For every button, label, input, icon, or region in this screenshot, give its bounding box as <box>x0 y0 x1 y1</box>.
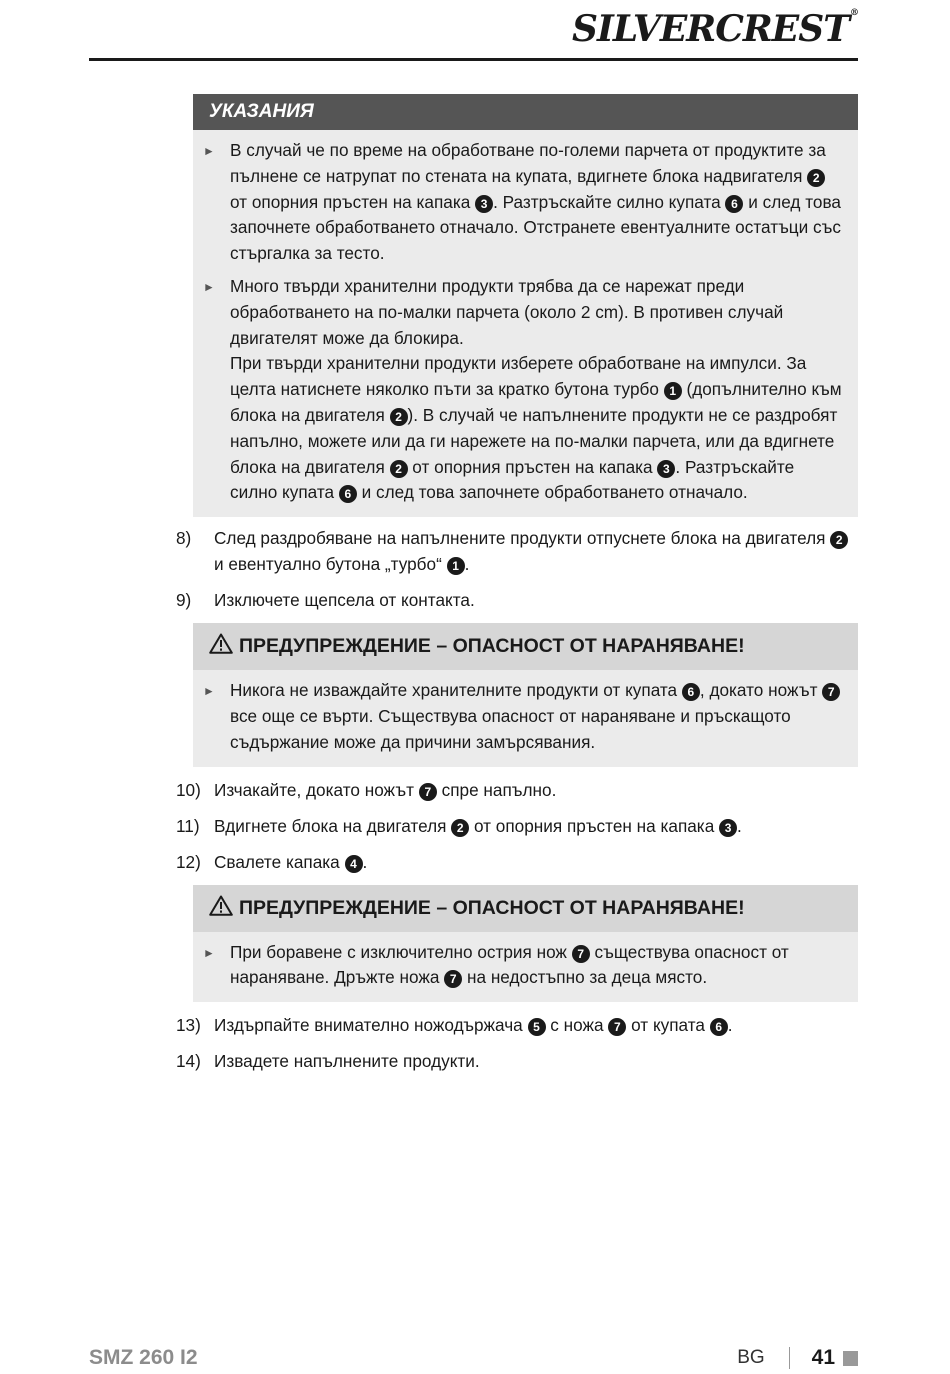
part-number-badge: 1 <box>447 557 465 575</box>
part-number-badge: 2 <box>390 408 408 426</box>
warning-paragraph: Никога не изваждайте хранителните продукти от купата 6 , докато ножът 7 все още се върти. Съществува опасност от нараняване и пръскащото съдържание може да причини замърсявания. <box>230 678 844 755</box>
bullet-arrow-icon: ► <box>203 279 215 294</box>
warning-triangle-icon <box>209 633 233 660</box>
note-text-1 <box>230 138 844 267</box>
note-paragraph: Много твърди хранителни продукти трябва да се нарежат преди обработването на по-малки парчета (около 2 cm). В противен случай двигателят може да блокира. <box>230 275 784 348</box>
warning-box-1 <box>193 623 858 766</box>
bullet-arrow-icon: ► <box>203 144 215 158</box>
step-paragraph: Изключете щепсела от контакта. <box>214 590 475 611</box>
step-13 <box>176 1012 858 1038</box>
footer-divider <box>789 1347 790 1369</box>
step-number: 10) <box>176 779 201 800</box>
note-bullet-1 <box>203 138 844 267</box>
warning-triangle-icon <box>209 895 233 922</box>
step-11 <box>176 813 858 839</box>
warning-paragraph: При боравене с изключително острия нож 7 съществува опасност от нараняване. Дръжте ножа 7 на недостъпно за деца място. <box>230 941 789 988</box>
step-paragraph: Вдигнете блока на двигателя 2 от опорния пръстен на капака 3 . <box>214 815 742 836</box>
part-number-badge: 2 <box>807 169 825 187</box>
page-content <box>176 94 858 1084</box>
step-text <box>214 1048 480 1074</box>
warning-title-2 <box>193 885 858 932</box>
bullet-arrow-icon: ► <box>203 945 215 960</box>
footer-language: BG <box>737 1347 765 1368</box>
warning-body-2 <box>193 932 858 1003</box>
warning-bullet <box>203 940 844 992</box>
steps-group-b <box>176 777 858 875</box>
step-12 <box>176 849 858 875</box>
warning-text <box>230 678 844 755</box>
warning-bullet <box>203 678 844 755</box>
step-14 <box>176 1048 858 1074</box>
step-number: 11) <box>176 815 200 836</box>
step-text <box>214 1012 733 1038</box>
part-number-badge: 3 <box>657 460 675 478</box>
part-number-badge: 5 <box>528 1018 546 1036</box>
part-number-badge: 7 <box>608 1018 626 1036</box>
step-number: 14) <box>176 1051 201 1072</box>
warning-title-text: ПРЕДУПРЕЖДЕНИЕ – ОПАСНОСТ ОТ НАРАНЯВАНЕ! <box>239 635 745 658</box>
part-number-badge: 6 <box>725 195 743 213</box>
steps-group-c <box>176 1012 858 1074</box>
footer-model: SMZ 260 I2 <box>89 1346 198 1369</box>
notes-body <box>193 130 858 517</box>
part-number-badge: 6 <box>339 485 357 503</box>
footer-square-icon <box>843 1351 858 1366</box>
step-text <box>214 525 858 577</box>
step-number: 13) <box>176 1015 201 1036</box>
part-number-badge: 4 <box>345 855 363 873</box>
steps-group-a <box>176 525 858 613</box>
part-number-badge: 2 <box>451 819 469 837</box>
step-text <box>214 777 556 803</box>
step-text <box>214 813 742 839</box>
step-number: 9) <box>176 590 192 611</box>
part-number-badge: 7 <box>822 683 840 701</box>
part-number-badge: 1 <box>664 382 682 400</box>
part-number-badge: 7 <box>444 970 462 988</box>
header-rule <box>89 58 858 61</box>
part-number-badge: 7 <box>419 783 437 801</box>
step-paragraph: Изчакайте, докато ножът 7 спре напълно. <box>214 779 557 800</box>
notes-box <box>193 94 858 517</box>
step-number: 8) <box>176 528 192 549</box>
part-number-badge: 6 <box>710 1018 728 1036</box>
warning-body-1 <box>193 670 858 766</box>
footer-right <box>737 1346 858 1370</box>
part-number-badge: 2 <box>390 460 408 478</box>
step-10 <box>176 777 858 803</box>
notes-title: УКАЗАНИЯ <box>193 94 858 130</box>
step-8 <box>176 525 858 577</box>
step-paragraph: След раздробяване на напълнените продукти отпуснете блока на двигателя 2 и евентуално бутона „турбо“ 1 . <box>214 525 858 577</box>
note-paragraph: При твърди хранителни продукти изберете обработване на импулси. За целта натиснете няколко пъти за кратко бутона турбо 1 (допълнително към блока на двигателя 2 ). В случай че напълнените продукти не се раздробят напълно, можете или да ги нарежете на по-малки парчета, или да вдигнете блока на двигателя 2 от опорния пръстен на капака 3 . Разтръскайте силно купата 6 и след това започнете обработването отначало. <box>230 353 842 503</box>
step-text <box>214 849 367 875</box>
registered-mark: ® <box>850 8 858 18</box>
page-number: 41 <box>811 1346 835 1369</box>
warning-title-text: ПРЕДУПРЕЖДЕНИЕ – ОПАСНОСТ ОТ НАРАНЯВАНЕ! <box>239 896 745 919</box>
part-number-badge: 7 <box>572 945 590 963</box>
step-paragraph: Извадете напълнените продукти. <box>214 1051 480 1072</box>
step-number: 12) <box>176 851 201 872</box>
part-number-badge: 3 <box>475 195 493 213</box>
note-bullet-2 <box>203 274 844 506</box>
silvercrest-logo <box>572 8 858 50</box>
warning-text <box>230 940 844 992</box>
note-paragraph: В случай че по време на обработване по-големи парчета от продуктите за пълнене се натрупат по стената на купата, вдигнете блока надвигателя 2 от опорния пръстен на капака 3 . Разтръскайте силно купата 6 и след това започнете обработването отначало. Отстранете евентуалните остатъци със стъргалка за тесто. <box>230 140 841 264</box>
logo-text: SILVERCREST <box>572 8 849 50</box>
part-number-badge: 2 <box>830 531 848 549</box>
step-paragraph: Издърпайте внимателно ножодържача 5 с ножа 7 от купата 6 . <box>214 1015 733 1036</box>
warning-box-2 <box>193 885 858 1003</box>
part-number-badge: 3 <box>719 819 737 837</box>
step-9 <box>176 587 858 613</box>
note-text-2 <box>230 274 844 506</box>
step-paragraph: Свалете капака 4 . <box>214 851 368 872</box>
part-number-badge: 6 <box>682 683 700 701</box>
warning-title-1 <box>193 623 858 670</box>
bullet-arrow-icon: ► <box>203 684 215 699</box>
step-text <box>214 587 475 613</box>
